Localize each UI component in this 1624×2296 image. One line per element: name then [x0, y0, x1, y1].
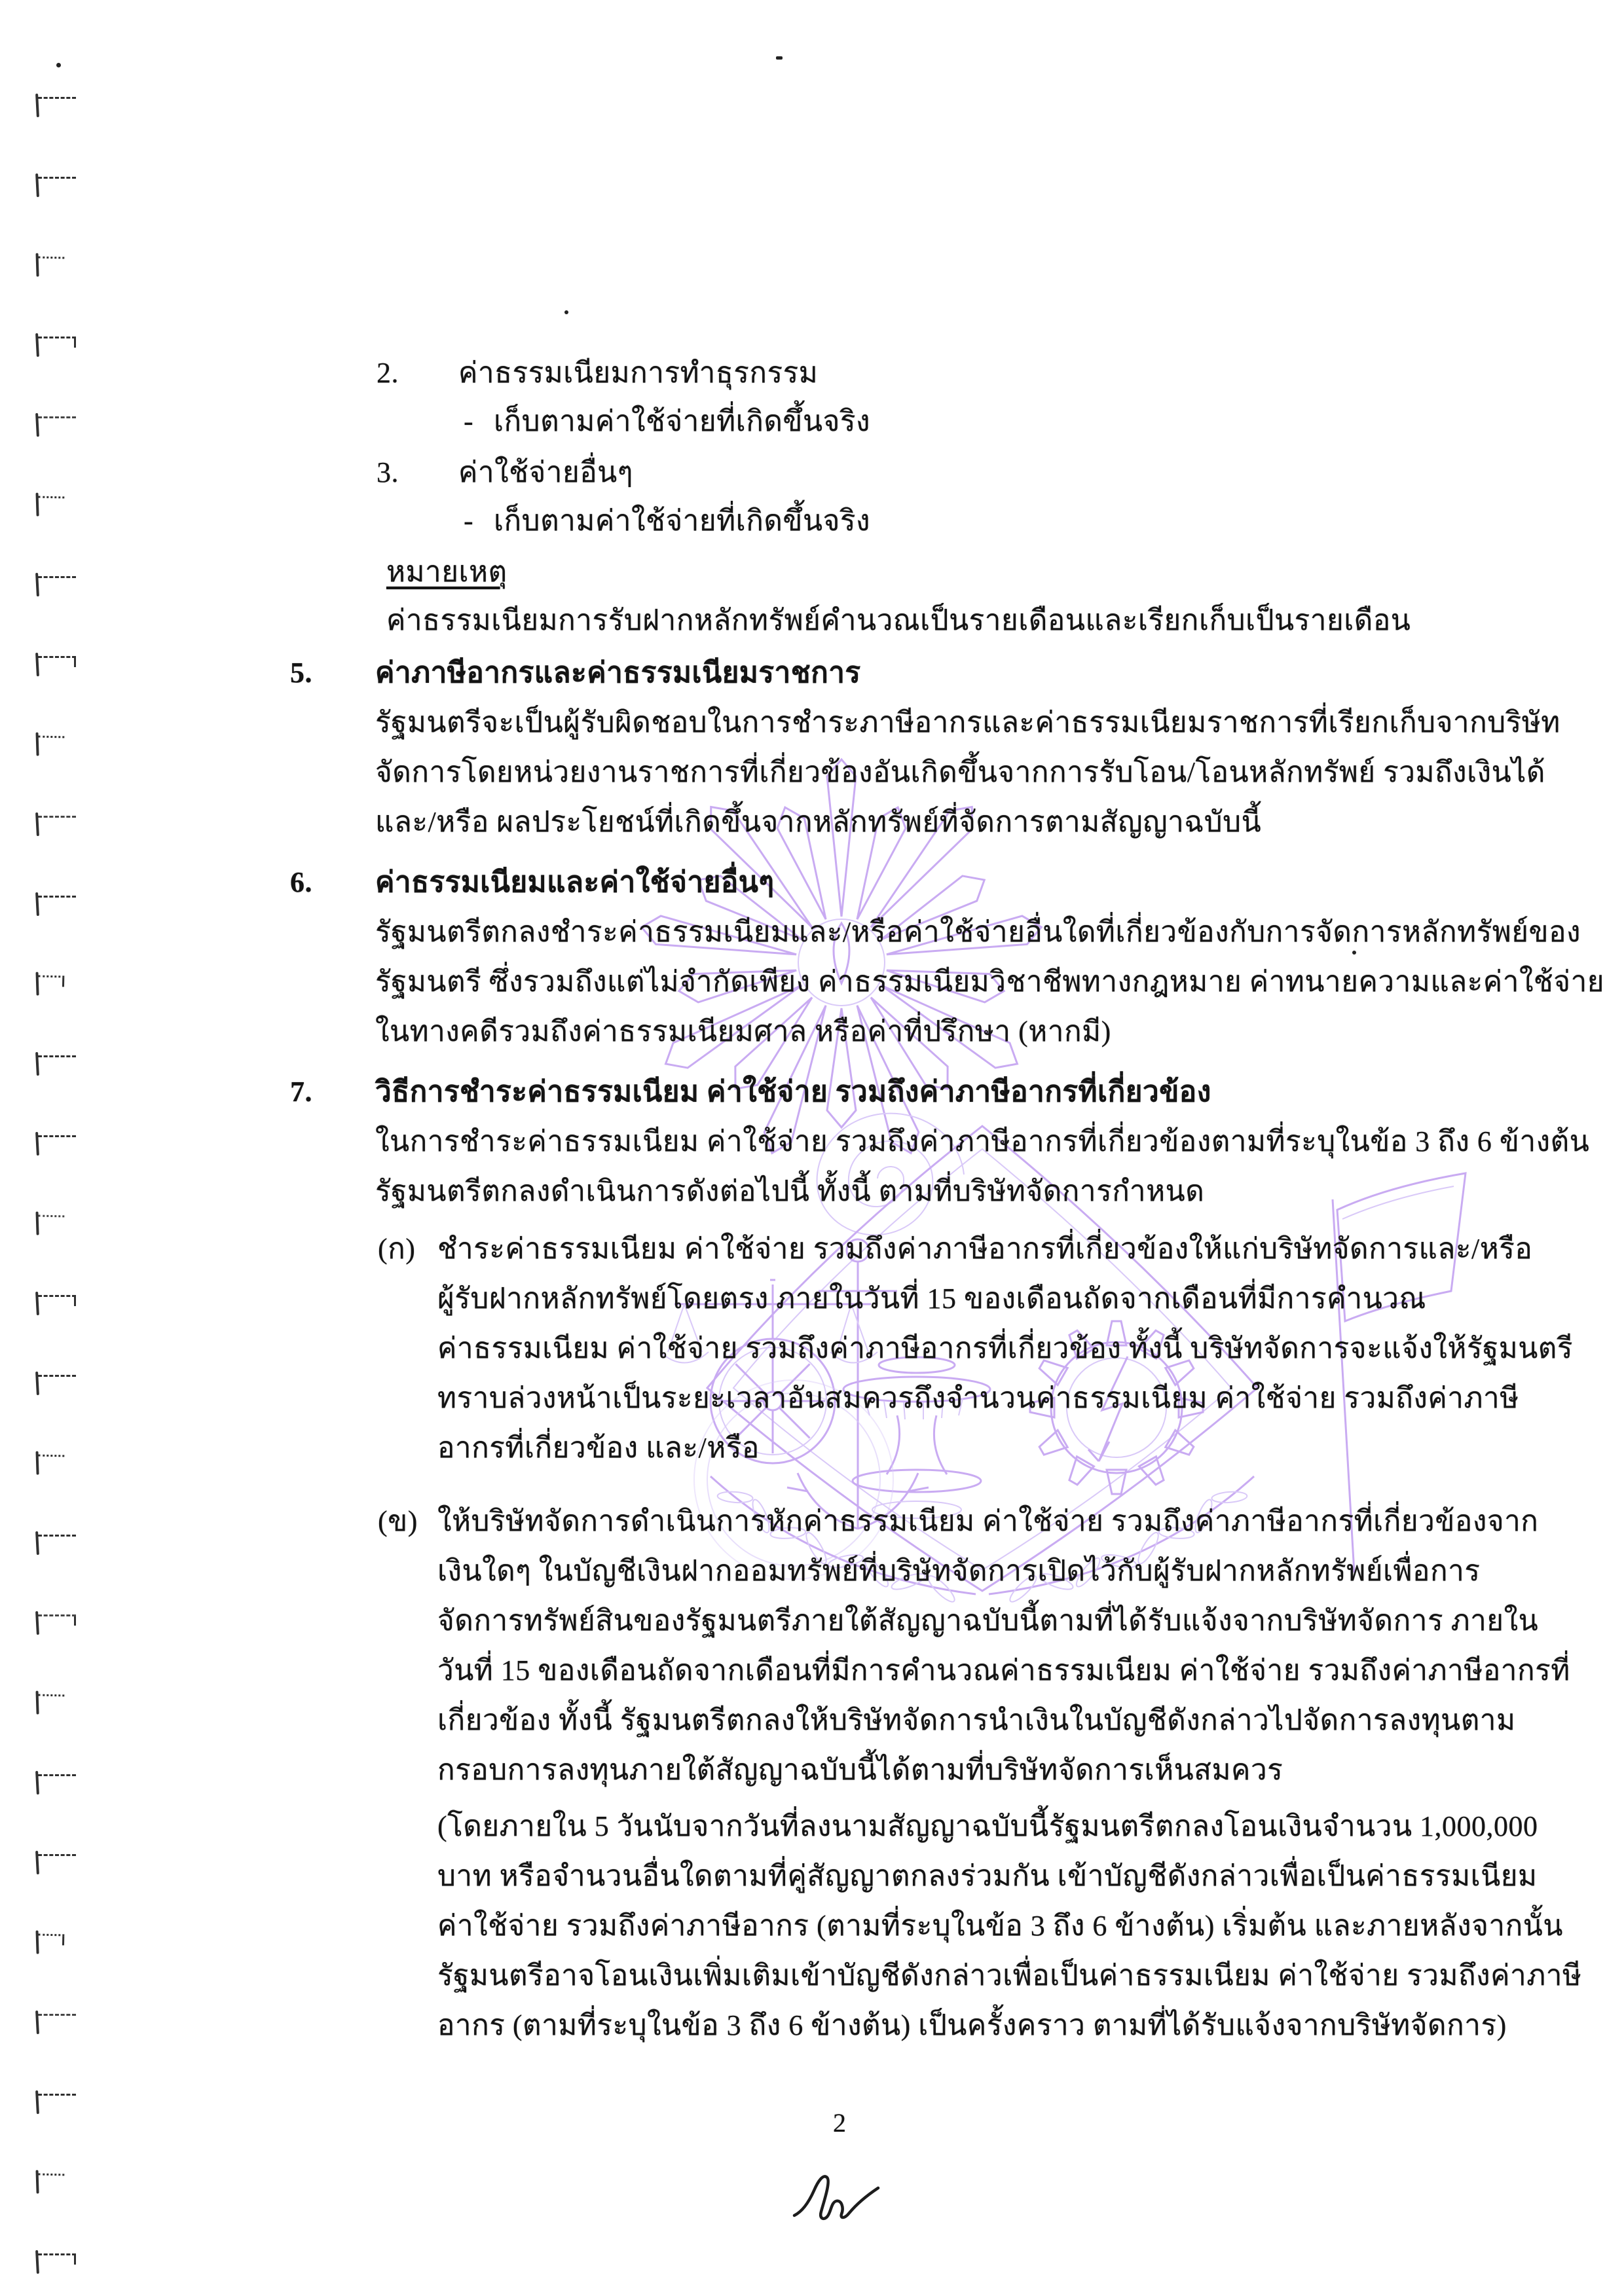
- section-number: 5.: [290, 657, 312, 689]
- list-item-number: 3.: [377, 456, 399, 488]
- binding-mark: [38, 2253, 76, 2274]
- binding-mark: [38, 1375, 76, 1395]
- list-item-bullet: -: [464, 505, 474, 537]
- binding-mark: [38, 1455, 65, 1476]
- section-heading: ค่าภาษีอากรและค่าธรรมเนียมราชการ: [375, 657, 861, 689]
- note-body: ค่าธรรมเนียมการรับฝากหลักทรัพย์คำนวณเป็นรายเดือนและเรียกเก็บเป็นรายเดือน: [386, 604, 1411, 636]
- binding-mark: [38, 416, 76, 437]
- binding-mark: [38, 1614, 76, 1635]
- addendum-line: บาท หรือจำนวนอื่นใดตามที่คู่สัญญาตกลงร่วมกัน เข้าบัญชีดังกล่าวเพื่อเป็นค่าธรรมเนียม: [437, 1860, 1538, 1892]
- section-number: 6.: [290, 866, 312, 898]
- section-heading: วิธีการชำระค่าธรรมเนียม ค่าใช้จ่าย รวมถึงค่าภาษีอากรที่เกี่ยวข้อง: [375, 1076, 1211, 1108]
- scan-speck: [776, 56, 783, 60]
- binding-mark: [38, 1135, 76, 1156]
- binding-mark: [38, 975, 65, 996]
- list-item-bullet: -: [464, 405, 474, 437]
- section-body-line: รัฐมนตรีจะเป็นผู้รับผิดชอบในการชำระภาษีอากรและค่าธรรมเนียมราชการที่เรียกเก็บจากบริษัท: [375, 706, 1560, 738]
- clause-line: ให้บริษัทจัดการดำเนินการหักค่าธรรมเนียม ค่าใช้จ่าย รวมถึงค่าภาษีอากรที่เกี่ยวข้องจาก: [437, 1505, 1539, 1537]
- binding-mark: [38, 2094, 76, 2114]
- list-item-number: 2.: [377, 357, 399, 389]
- ministry-seal-watermark: [622, 727, 1486, 1617]
- addendum-line: รัฐมนตรีอาจโอนเงินเพิ่มเติมเข้าบัญชีดังกล่าวเพื่อเป็นค่าธรรมเนียม ค่าใช้จ่าย รวมถึงค่าภาษี: [437, 1959, 1582, 1992]
- clause-line: จัดการทรัพย์สินของรัฐมนตรีภายใต้สัญญาฉบับนี้ตามที่ได้รับแจ้งจากบริษัทจัดการ ภายใน: [437, 1605, 1539, 1637]
- clause-line: วันที่ 15 ของเดือนถัดจากเดือนที่มีการคำนวณค่าธรรมเนียม ค่าใช้จ่าย รวมถึงค่าภาษีอากรที่: [437, 1654, 1570, 1686]
- list-item-detail: เก็บตามค่าใช้จ่ายที่เกิดขึ้นจริง: [494, 505, 870, 537]
- binding-mark: [38, 576, 76, 596]
- scan-speck: [564, 310, 568, 314]
- clause-line: เกี่ยวข้อง ทั้งนี้ รัฐมนตรีตกลงให้บริษัทจัดการนำเงินในบัญชีดังกล่าวไปจัดการลงทุนตาม: [437, 1704, 1516, 1736]
- clause-line: ค่าธรรมเนียม ค่าใช้จ่าย รวมถึงค่าภาษีอากรที่เกี่ยวข้อง ทั้งนี้ บริษัทจัดการจะแจ้งให้รัฐมนตรี: [437, 1332, 1574, 1364]
- list-item-title: ค่าธรรมเนียมการทำธุรกรรม: [458, 357, 819, 389]
- binding-mark: [38, 177, 76, 197]
- section-body-line: รัฐมนตรี ซึ่งรวมถึงแต่ไม่จำกัดเพียง ค่าธรรมเนียมวิชาชีพทางกฎหมาย ค่าทนายความและค่าใช้จ่าย: [375, 966, 1605, 998]
- binding-mark: [38, 736, 65, 757]
- binding-mark: [38, 1055, 76, 1076]
- clause-line: อากรที่เกี่ยวข้อง และ/หรือ: [437, 1432, 760, 1464]
- note-label: หมายเหตุ: [386, 556, 507, 588]
- binding-mark: [38, 656, 76, 676]
- binding-mark: [38, 896, 76, 916]
- binding-mark: [38, 1535, 76, 1555]
- binding-mark: [38, 1694, 65, 1715]
- signature-initials-mark: [789, 2168, 894, 2234]
- binding-mark: [38, 816, 76, 836]
- section-heading: ค่าธรรมเนียมและค่าใช้จ่ายอื่นๆ: [375, 866, 775, 898]
- binding-mark: [38, 97, 76, 117]
- scan-speck: [56, 63, 61, 67]
- clause-line: เงินใดๆ ในบัญชีเงินฝากออมทรัพย์ที่บริษัทจัดการเปิดไว้กับผู้รับฝากหลักทรัพย์เพื่อการ: [437, 1555, 1481, 1587]
- list-item-title: ค่าใช้จ่ายอื่นๆ: [458, 456, 633, 488]
- binding-mark: [38, 257, 65, 278]
- scan-speck: [1352, 951, 1356, 955]
- clause-label: (ข): [378, 1505, 418, 1537]
- section-body-line: รัฐมนตรีตกลงดำเนินการดังต่อไปนี้ ทั้งนี้ ตามที่บริษัทจัดการกำหนด: [375, 1175, 1205, 1207]
- section-number: 7.: [290, 1076, 312, 1108]
- list-item-detail: เก็บตามค่าใช้จ่ายที่เกิดขึ้นจริง: [494, 405, 870, 437]
- section-body-line: และ/หรือ ผลประโยชน์ที่เกิดขึ้นจากหลักทรัพย์ที่จัดการตามสัญญาฉบับนี้: [375, 806, 1262, 838]
- section-body-line: รัฐมนตรีตกลงชำระค่าธรรมเนียมและ/หรือค่าใช้จ่ายอื่นใดที่เกี่ยวข้องกับการจัดการหลักทรัพย์ของ: [375, 916, 1581, 948]
- page-number: 2: [833, 2108, 847, 2138]
- section-body-line: จัดการโดยหน่วยงานราชการที่เกี่ยวข้องอันเกิดขึ้นจากการรับโอน/โอนหลักทรัพย์ รวมถึงเงินได้: [375, 756, 1545, 788]
- binding-mark: [38, 2174, 65, 2195]
- section-body-line: ในการชำระค่าธรรมเนียม ค่าใช้จ่าย รวมถึงค่าภาษีอากรที่เกี่ยวข้องตามที่ระบุในข้อ 3 ถึง 6 ข้างต้น: [375, 1125, 1590, 1157]
- binding-mark: [38, 1934, 65, 1955]
- addendum-line: อากร (ตามที่ระบุในข้อ 3 ถึง 6 ข้างต้น) เป็นครั้งคราว ตามที่ได้รับแจ้งจากบริษัทจัดการ): [437, 2009, 1507, 2041]
- binding-mark: [38, 2014, 76, 2034]
- binding-mark: [38, 1295, 76, 1315]
- clause-line: ทราบล่วงหน้าเป็นระยะเวลาอันสมควรถึงจำนวนค่าธรรมเนียม ค่าใช้จ่าย รวมถึงค่าภาษี: [437, 1382, 1519, 1414]
- clause-line: ผู้รับฝากหลักทรัพย์โดยตรง ภายในวันที่ 15 ของเดือนถัดจากเดือนที่มีการคำนวณ: [437, 1283, 1426, 1315]
- binding-mark: [38, 1774, 76, 1795]
- section-body-line: ในทางคดีรวมถึงค่าธรรมเนียมศาล หรือค่าที่ปรึกษา (หากมี): [375, 1015, 1111, 1048]
- addendum-line: (โดยภายใน 5 วันนับจากวันที่ลงนามสัญญาฉบับนี้รัฐมนตรีตกลงโอนเงินจำนวน 1,000,000: [437, 1810, 1538, 1842]
- binding-mark: [38, 1215, 65, 1236]
- binding-mark: [38, 1854, 76, 1874]
- addendum-line: ค่าใช้จ่าย รวมถึงค่าภาษีอากร (ตามที่ระบุในข้อ 3 ถึง 6 ข้างต้น) เริ่มต้น และภายหลังจากนั้น: [437, 1910, 1563, 1942]
- clause-line: กรอบการลงทุนภายใต้สัญญาฉบับนี้ได้ตามที่บริษัทจัดการเห็นสมควร: [437, 1754, 1283, 1786]
- binding-mark: [38, 496, 65, 517]
- clause-label: (ก): [378, 1233, 416, 1265]
- clause-line: ชำระค่าธรรมเนียม ค่าใช้จ่าย รวมถึงค่าภาษีอากรที่เกี่ยวข้องให้แก่บริษัทจัดการและ/หรือ: [437, 1233, 1533, 1265]
- binding-mark: [38, 337, 76, 357]
